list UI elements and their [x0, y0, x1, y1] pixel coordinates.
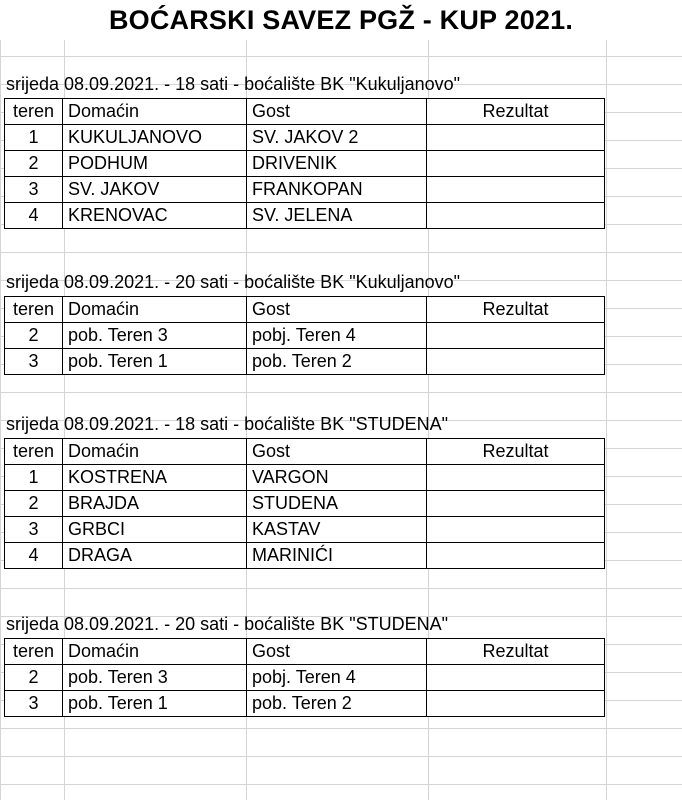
cell-teren[interactable]: 2 — [5, 491, 63, 517]
cell-gost[interactable]: STUDENA — [247, 491, 427, 517]
page-title: BOĆARSKI SAVEZ PGŽ - KUP 2021. — [0, 0, 682, 40]
section-heading: srijeda 08.09.2021. - 18 sati - boćalište BK "Kukuljanovo" — [6, 74, 461, 94]
cell-rezultat[interactable] — [427, 691, 605, 717]
column-header-teren: teren — [5, 639, 63, 665]
cell-rezultat[interactable] — [427, 151, 605, 177]
cell-teren[interactable]: 2 — [5, 665, 63, 691]
table-row — [5, 691, 605, 717]
table-header-row — [5, 639, 605, 665]
cell-teren[interactable]: 1 — [5, 465, 63, 491]
cell-rezultat[interactable] — [427, 203, 605, 229]
cell-gost[interactable]: pob. Teren 2 — [247, 691, 427, 717]
cell-rezultat[interactable] — [427, 125, 605, 151]
column-header-domacin: Domaćin — [63, 99, 247, 125]
cell-gost[interactable]: DRIVENIK — [247, 151, 427, 177]
match-table — [4, 438, 605, 569]
match-table — [4, 98, 605, 229]
cell-domacin[interactable]: DRAGA — [63, 543, 247, 569]
cell-teren[interactable]: 1 — [5, 125, 63, 151]
match-table — [4, 296, 605, 375]
table-header-row — [5, 439, 605, 465]
table-row — [5, 543, 605, 569]
cell-rezultat[interactable] — [427, 349, 605, 375]
match-table — [4, 638, 605, 717]
section-heading: srijeda 08.09.2021. - 20 sati - boćalište BK "Kukuljanovo" — [6, 272, 461, 292]
cell-domacin[interactable]: PODHUM — [63, 151, 247, 177]
cell-domacin[interactable]: KRENOVAC — [63, 203, 247, 229]
cell-teren[interactable]: 2 — [5, 151, 63, 177]
cell-gost[interactable]: VARGON — [247, 465, 427, 491]
column-header-rezultat: Rezultat — [427, 439, 605, 465]
table-row — [5, 125, 605, 151]
cell-rezultat[interactable] — [427, 543, 605, 569]
cell-domacin[interactable]: KOSTRENA — [63, 465, 247, 491]
column-header-domacin: Domaćin — [63, 439, 247, 465]
column-header-domacin: Domaćin — [63, 297, 247, 323]
cell-domacin[interactable]: pob. Teren 3 — [63, 323, 247, 349]
cell-gost[interactable]: pobj. Teren 4 — [247, 665, 427, 691]
column-header-teren: teren — [5, 297, 63, 323]
cell-rezultat[interactable] — [427, 177, 605, 203]
section-heading: srijeda 08.09.2021. - 18 sati - boćalište BK "STUDENA" — [6, 414, 448, 434]
column-header-gost: Gost — [247, 639, 427, 665]
table-header-row — [5, 297, 605, 323]
table-row — [5, 665, 605, 691]
cell-gost[interactable]: KASTAV — [247, 517, 427, 543]
cell-teren[interactable]: 3 — [5, 177, 63, 203]
cell-domacin[interactable]: BRAJDA — [63, 491, 247, 517]
cell-rezultat[interactable] — [427, 465, 605, 491]
column-header-rezultat: Rezultat — [427, 639, 605, 665]
cell-rezultat[interactable] — [427, 665, 605, 691]
table-row — [5, 349, 605, 375]
column-header-gost: Gost — [247, 297, 427, 323]
table-row — [5, 203, 605, 229]
cell-gost[interactable]: pobj. Teren 4 — [247, 323, 427, 349]
cell-teren[interactable]: 4 — [5, 543, 63, 569]
cell-domacin[interactable]: pob. Teren 1 — [63, 349, 247, 375]
column-header-gost: Gost — [247, 439, 427, 465]
cell-teren[interactable]: 3 — [5, 349, 63, 375]
column-header-domacin: Domaćin — [63, 639, 247, 665]
cell-gost[interactable]: SV. JELENA — [247, 203, 427, 229]
cell-rezultat[interactable] — [427, 491, 605, 517]
cell-domacin[interactable]: pob. Teren 3 — [63, 665, 247, 691]
table-row — [5, 465, 605, 491]
cell-domacin[interactable]: pob. Teren 1 — [63, 691, 247, 717]
cell-teren[interactable]: 4 — [5, 203, 63, 229]
cell-rezultat[interactable] — [427, 323, 605, 349]
cell-gost[interactable]: FRANKOPAN — [247, 177, 427, 203]
column-header-rezultat: Rezultat — [427, 99, 605, 125]
table-row — [5, 491, 605, 517]
section-heading: srijeda 08.09.2021. - 20 sati - boćalište BK "STUDENA" — [6, 614, 448, 634]
cell-teren[interactable]: 2 — [5, 323, 63, 349]
table-row — [5, 517, 605, 543]
cell-rezultat[interactable] — [427, 517, 605, 543]
column-header-teren: teren — [5, 439, 63, 465]
cell-domacin[interactable]: GRBCI — [63, 517, 247, 543]
cell-teren[interactable]: 3 — [5, 517, 63, 543]
column-header-rezultat: Rezultat — [427, 297, 605, 323]
column-header-gost: Gost — [247, 99, 427, 125]
table-row — [5, 177, 605, 203]
cell-gost[interactable]: pob. Teren 2 — [247, 349, 427, 375]
table-row — [5, 151, 605, 177]
cell-gost[interactable]: MARINIĆI — [247, 543, 427, 569]
table-row — [5, 323, 605, 349]
column-header-teren: teren — [5, 99, 63, 125]
cell-gost[interactable]: SV. JAKOV 2 — [247, 125, 427, 151]
cell-domacin[interactable]: SV. JAKOV — [63, 177, 247, 203]
cell-teren[interactable]: 3 — [5, 691, 63, 717]
table-header-row — [5, 99, 605, 125]
cell-domacin[interactable]: KUKULJANOVO — [63, 125, 247, 151]
